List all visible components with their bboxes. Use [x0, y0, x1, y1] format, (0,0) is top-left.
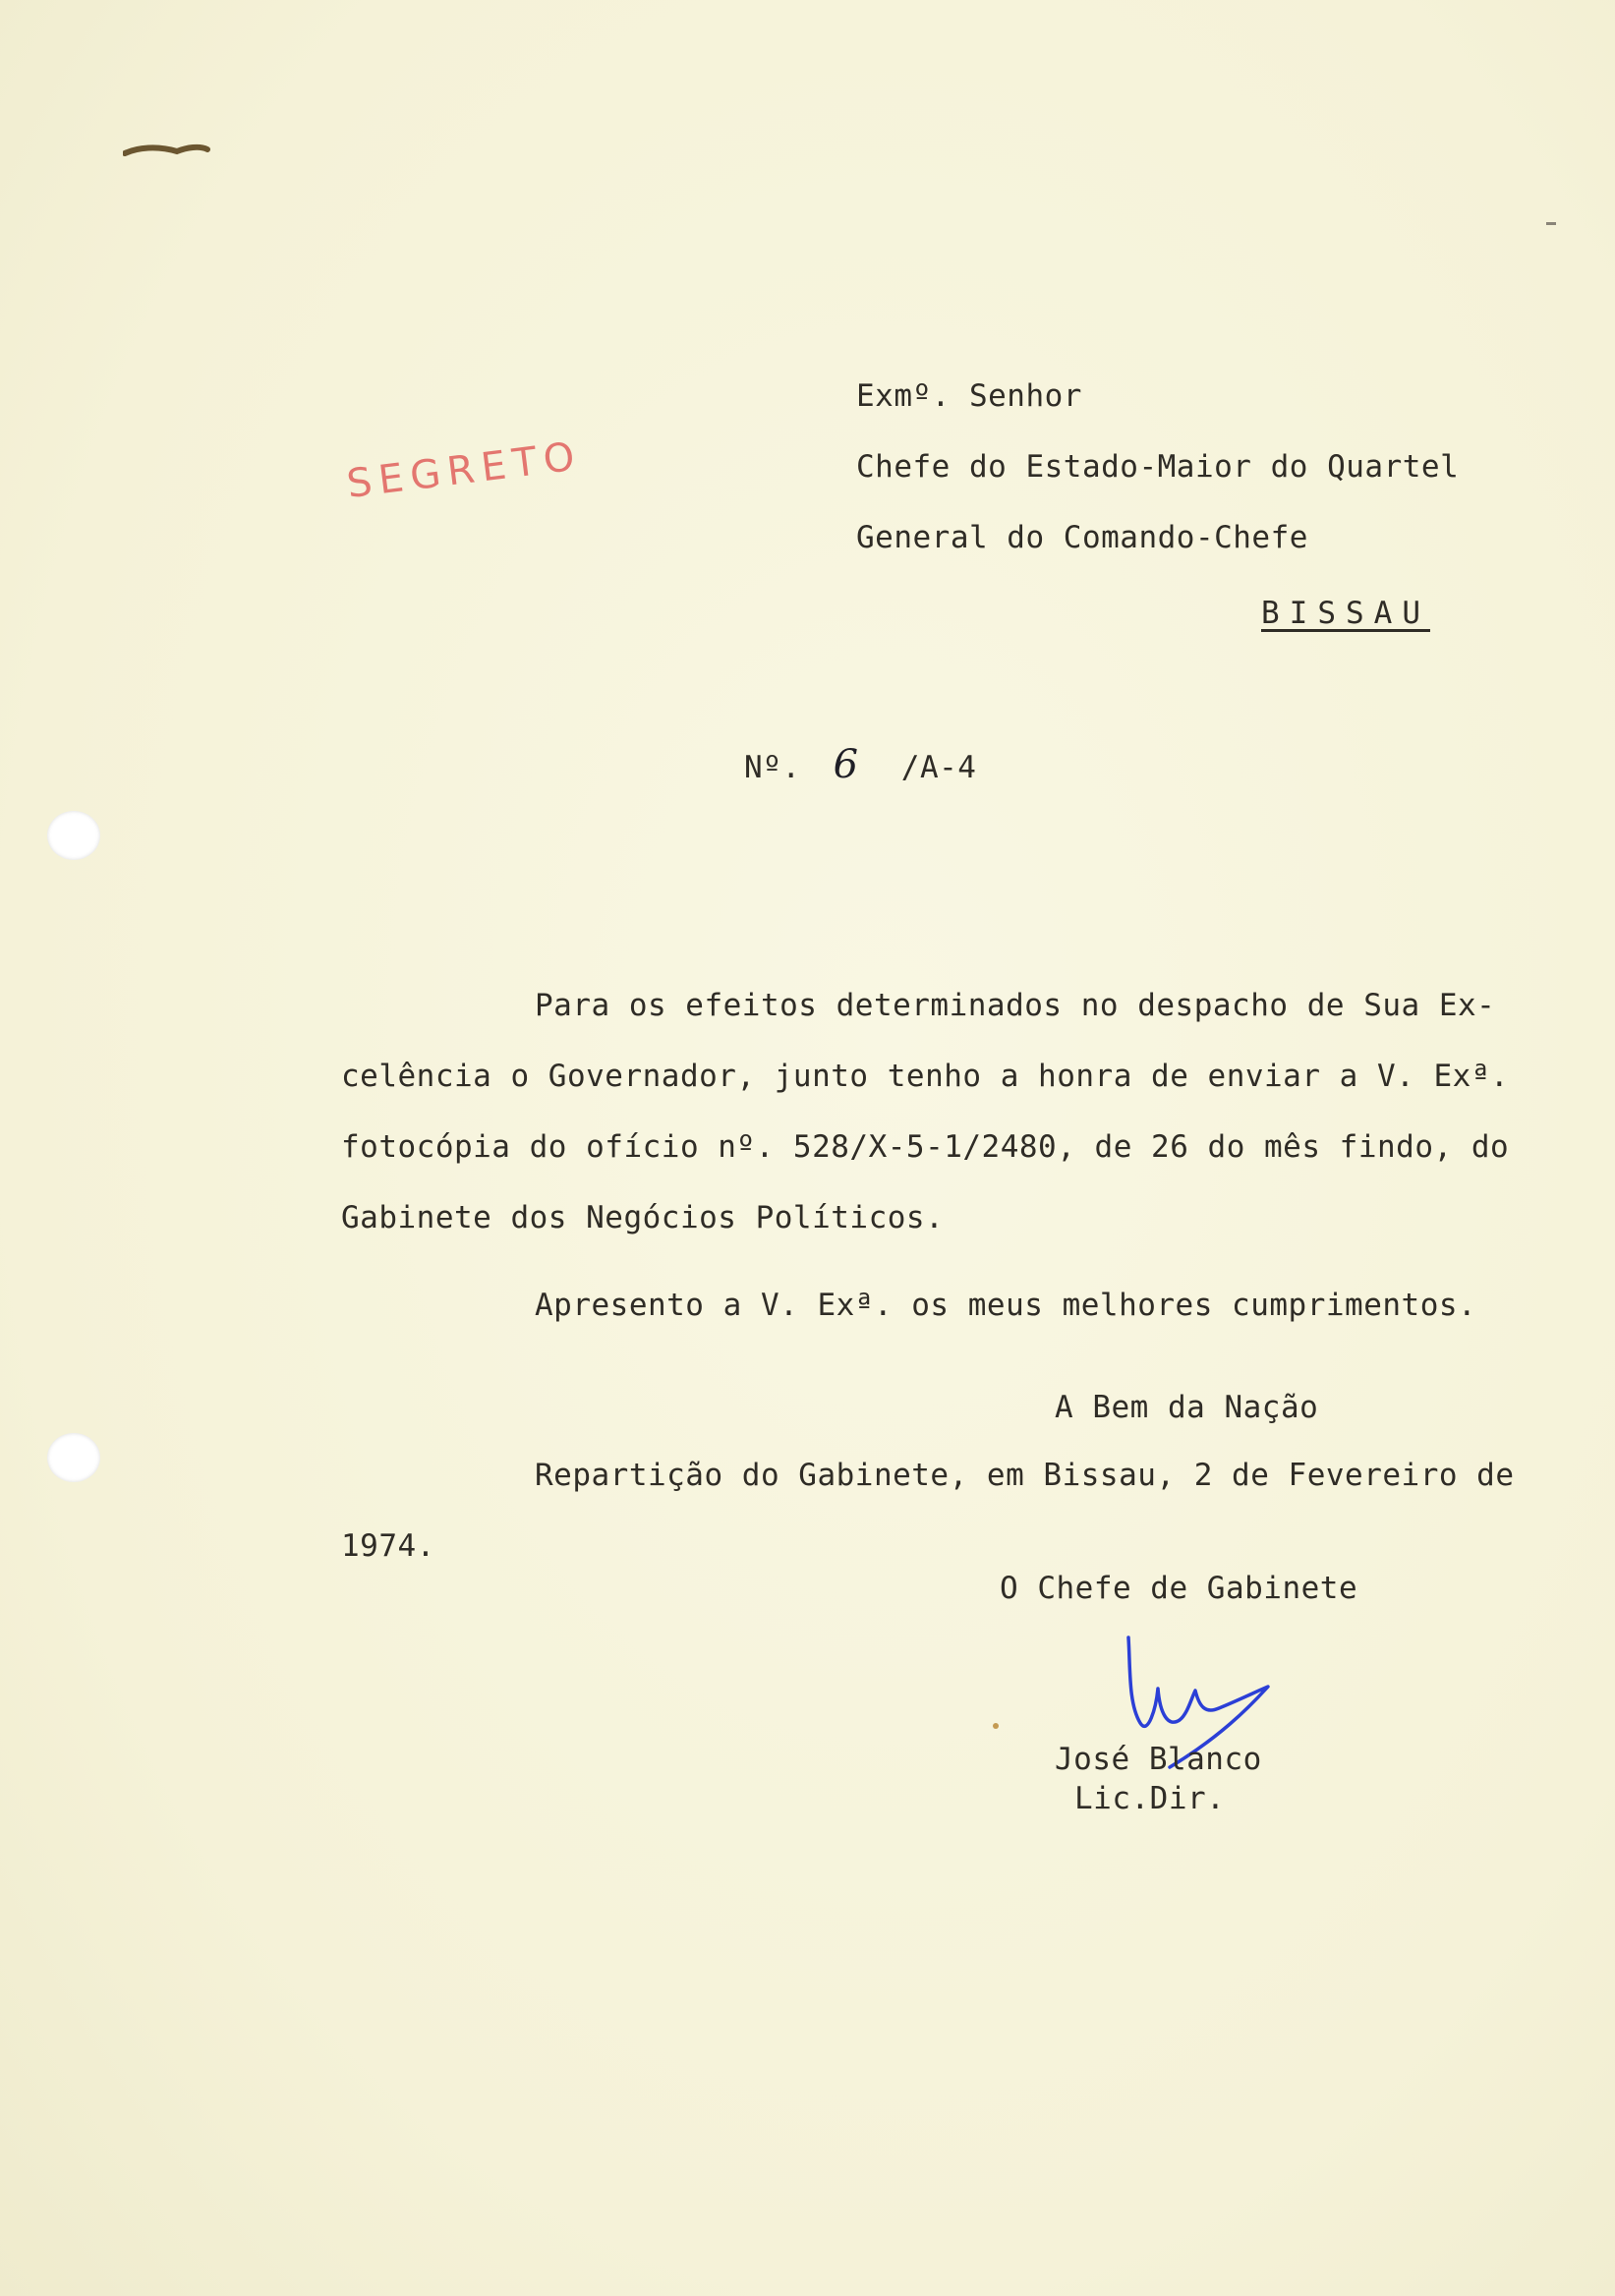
body-greeting: Apresento a V. Exª. os meus melhores cumprimentos.: [535, 1288, 1477, 1323]
paper-speck: [1546, 222, 1556, 225]
punch-hole-top: [47, 811, 100, 860]
place-date-line-2: 1974.: [341, 1528, 435, 1564]
body-line-2: celência o Governador, junto tenho a honra de enviar a V. Exª.: [341, 1059, 1510, 1094]
addressee-title-line2: General do Comando-Chefe: [856, 520, 1308, 555]
reference-handwritten-number: 6: [833, 742, 859, 787]
reference-suffix: /A-4: [900, 750, 977, 785]
signatory-degree: Lic.Dir.: [1074, 1781, 1226, 1816]
body-line-1: Para os efeitos determinados no despacho de Sua Ex-: [535, 988, 1496, 1023]
place-date-line-1: Repartição do Gabinete, em Bissau, 2 de Fevereiro de: [535, 1458, 1515, 1493]
ink-smudge: [123, 138, 211, 167]
body-line-3: fotocópia do ofício nº. 528/X-5-1/2480, de 26 do mês findo, do: [341, 1129, 1510, 1165]
punch-hole-bottom: [47, 1433, 100, 1482]
secret-stamp: SEGRETO: [344, 433, 584, 507]
addressee-title-line1: Chefe do Estado-Maior do Quartel: [856, 449, 1460, 485]
addressee-city: BISSAU: [1261, 596, 1430, 631]
reference-number: [744, 742, 976, 787]
addressee-salutation: Exmº. Senhor: [856, 378, 1082, 414]
body-line-4: Gabinete dos Negócios Políticos.: [341, 1200, 945, 1235]
closing-salutation: A Bem da Nação: [1055, 1390, 1319, 1425]
reference-prefix: Nº.: [744, 750, 801, 785]
paper-speck: [993, 1723, 999, 1729]
signatory-title: O Chefe de Gabinete: [1000, 1571, 1358, 1606]
signatory-name: José Blanco: [1055, 1742, 1262, 1777]
